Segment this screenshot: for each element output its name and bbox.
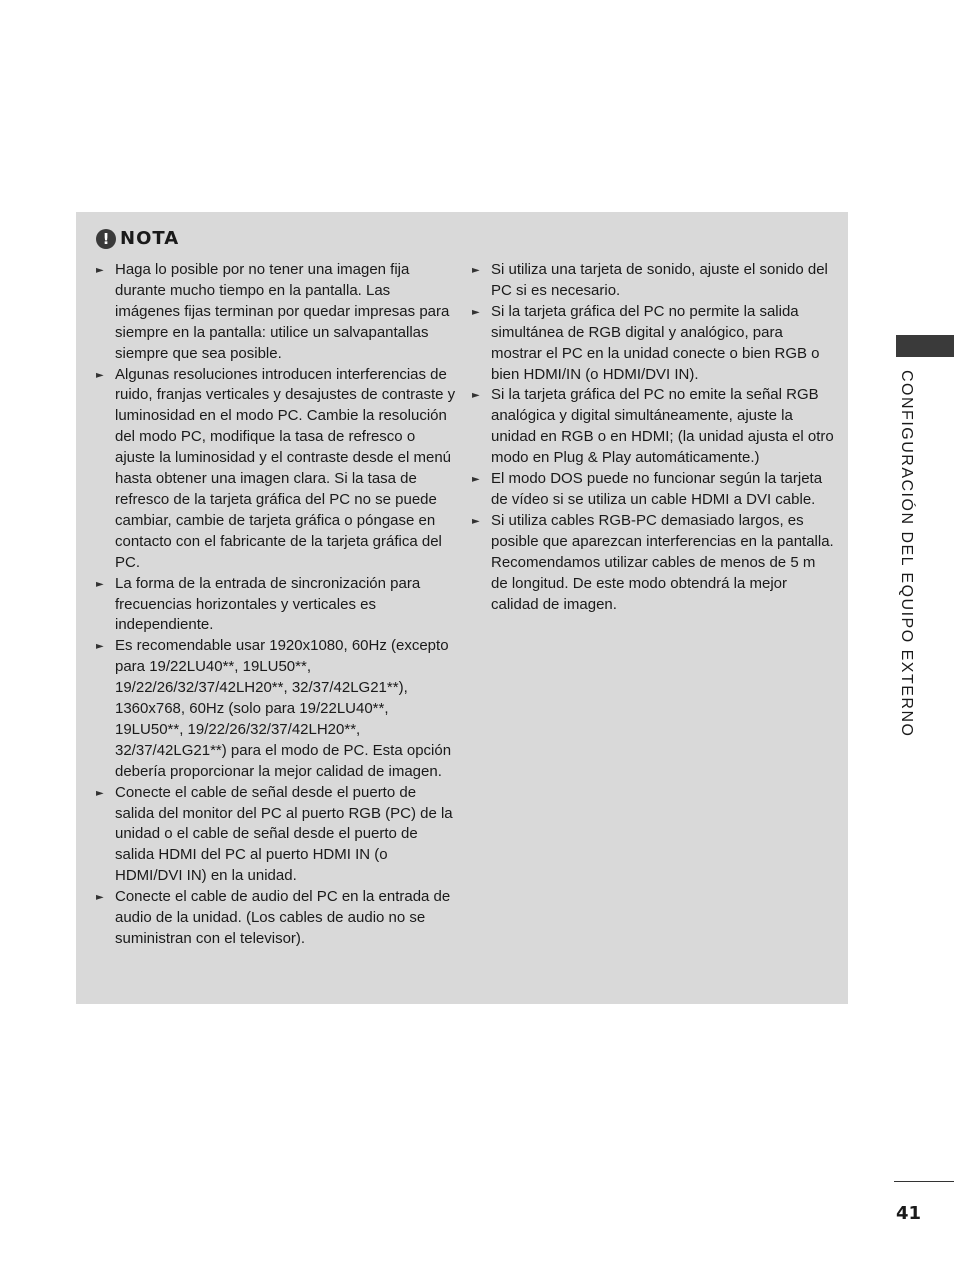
note-title: NOTA	[120, 228, 180, 249]
list-item	[96, 887, 456, 950]
list-item	[96, 783, 456, 888]
list-item-text: Si la tarjeta gráfica del PC no permite la salida simultánea de RGB digital y analógico, para mostrar el PC en la unidad conecte o bien RGB o bien HDMI/IN (o HDMI/DVI IN).	[491, 302, 820, 383]
list-item-text: El modo DOS puede no funcionar según la tarjeta de vídeo si se utiliza un cable HDMI a DVI cable.	[491, 470, 823, 508]
list-item	[96, 574, 456, 637]
section-title: CONFIGURACIÓN DEL EQUIPO EXTERNO	[898, 370, 915, 738]
list-item	[96, 365, 456, 574]
note-header	[96, 228, 179, 249]
note-column-left	[96, 260, 456, 950]
section-tab-marker	[896, 335, 954, 357]
bullet-arrow-icon: ►	[96, 369, 104, 381]
page-number: 41	[896, 1203, 922, 1224]
list-item-text: Si la tarjeta gráfica del PC no emite la señal RGB analógica y digital simultáneamente, ajuste la unidad en RGB o en HDMI; (la unidad ajusta el otro modo en Plug & Play automáticamente.)	[491, 386, 834, 467]
note-box	[76, 212, 848, 1004]
bullet-arrow-icon: ►	[472, 474, 480, 486]
list-item	[96, 636, 456, 782]
list-item-text: Es recomendable usar 1920x1080, 60Hz (excepto para 19/22LU40**, 19LU50**, 19/22/26/32/37/42LH20**, 32/37/42LG21**), 1360x768, 60Hz (solo para 19/22LU40**, 19LU50**, 19/22/26/32/37/42LH20**, 32/37/42LG21**) para el modo de PC. Esta opción debería proporcionar la mejor calidad de imagen.	[115, 637, 452, 780]
list-item	[472, 511, 834, 616]
list-item-text: Haga lo posible por no tener una imagen fija durante mucho tiempo en la pantalla. Las imágenes fijas terminan por quedar impresas para siempre en la pantalla: utilice un salvapantallas siempre que sea posible.	[115, 261, 450, 362]
list-item-text: Conecte el cable de señal desde el puerto de salida del monitor del PC al puerto RGB (PC) de la unidad o el cable de señal desde el puerto de salida HDMI del PC al puerto HDMI IN (o HDMI/DVI IN) en la unidad.	[115, 783, 453, 885]
bullet-arrow-icon: ►	[96, 641, 104, 653]
bullet-arrow-icon: ►	[96, 787, 104, 799]
list-item-text: La forma de la entrada de sincronización para frecuencias horizontales y verticales es independiente.	[115, 574, 421, 634]
bullet-arrow-icon: ►	[472, 306, 480, 318]
list-item	[472, 469, 834, 511]
bullet-arrow-icon: ►	[96, 578, 104, 590]
list-item	[472, 302, 834, 386]
list-item	[472, 260, 834, 302]
note-column-right	[472, 260, 834, 615]
bullet-arrow-icon: ►	[96, 892, 104, 904]
bullet-arrow-icon: ►	[472, 515, 480, 527]
bullet-arrow-icon: ►	[472, 265, 480, 276]
warning-icon: !	[96, 229, 116, 249]
list-item-text: Si utiliza cables RGB-PC demasiado largos, es posible que aparezcan interferencias en la pantalla. Recomendamos utilizar cables de menos de 5 m de longitud. De este modo obtendrá la mejor calidad de imagen.	[491, 511, 834, 613]
list-item-text: Conecte el cable de audio del PC en la entrada de audio de la unidad. (Los cables de audio no se suministran con el televisor).	[115, 888, 451, 947]
list-item	[96, 260, 456, 365]
bullet-arrow-icon: ►	[96, 265, 104, 276]
footer-divider	[894, 1181, 954, 1182]
list-item	[472, 385, 834, 469]
list-item-text: Si utiliza una tarjeta de sonido, ajuste el sonido del PC si es necesario.	[491, 261, 828, 299]
bullet-arrow-icon: ►	[472, 390, 480, 402]
list-item-text: Algunas resoluciones introducen interferencias de ruido, franjas verticales y desajustes de contraste y luminosidad en el modo PC. Cambie la resolución del modo PC, modifique la tasa de refresco o ajuste la luminosidad y el contraste desde el menú hasta obtener una imagen clara. Si la tasa de refresco de la tarjeta gráfica del PC no se puede cambiar, cambie de tarjeta gráfica o póngase en contacto con el fabricante de la tarjeta gráfica del PC.	[115, 365, 456, 571]
